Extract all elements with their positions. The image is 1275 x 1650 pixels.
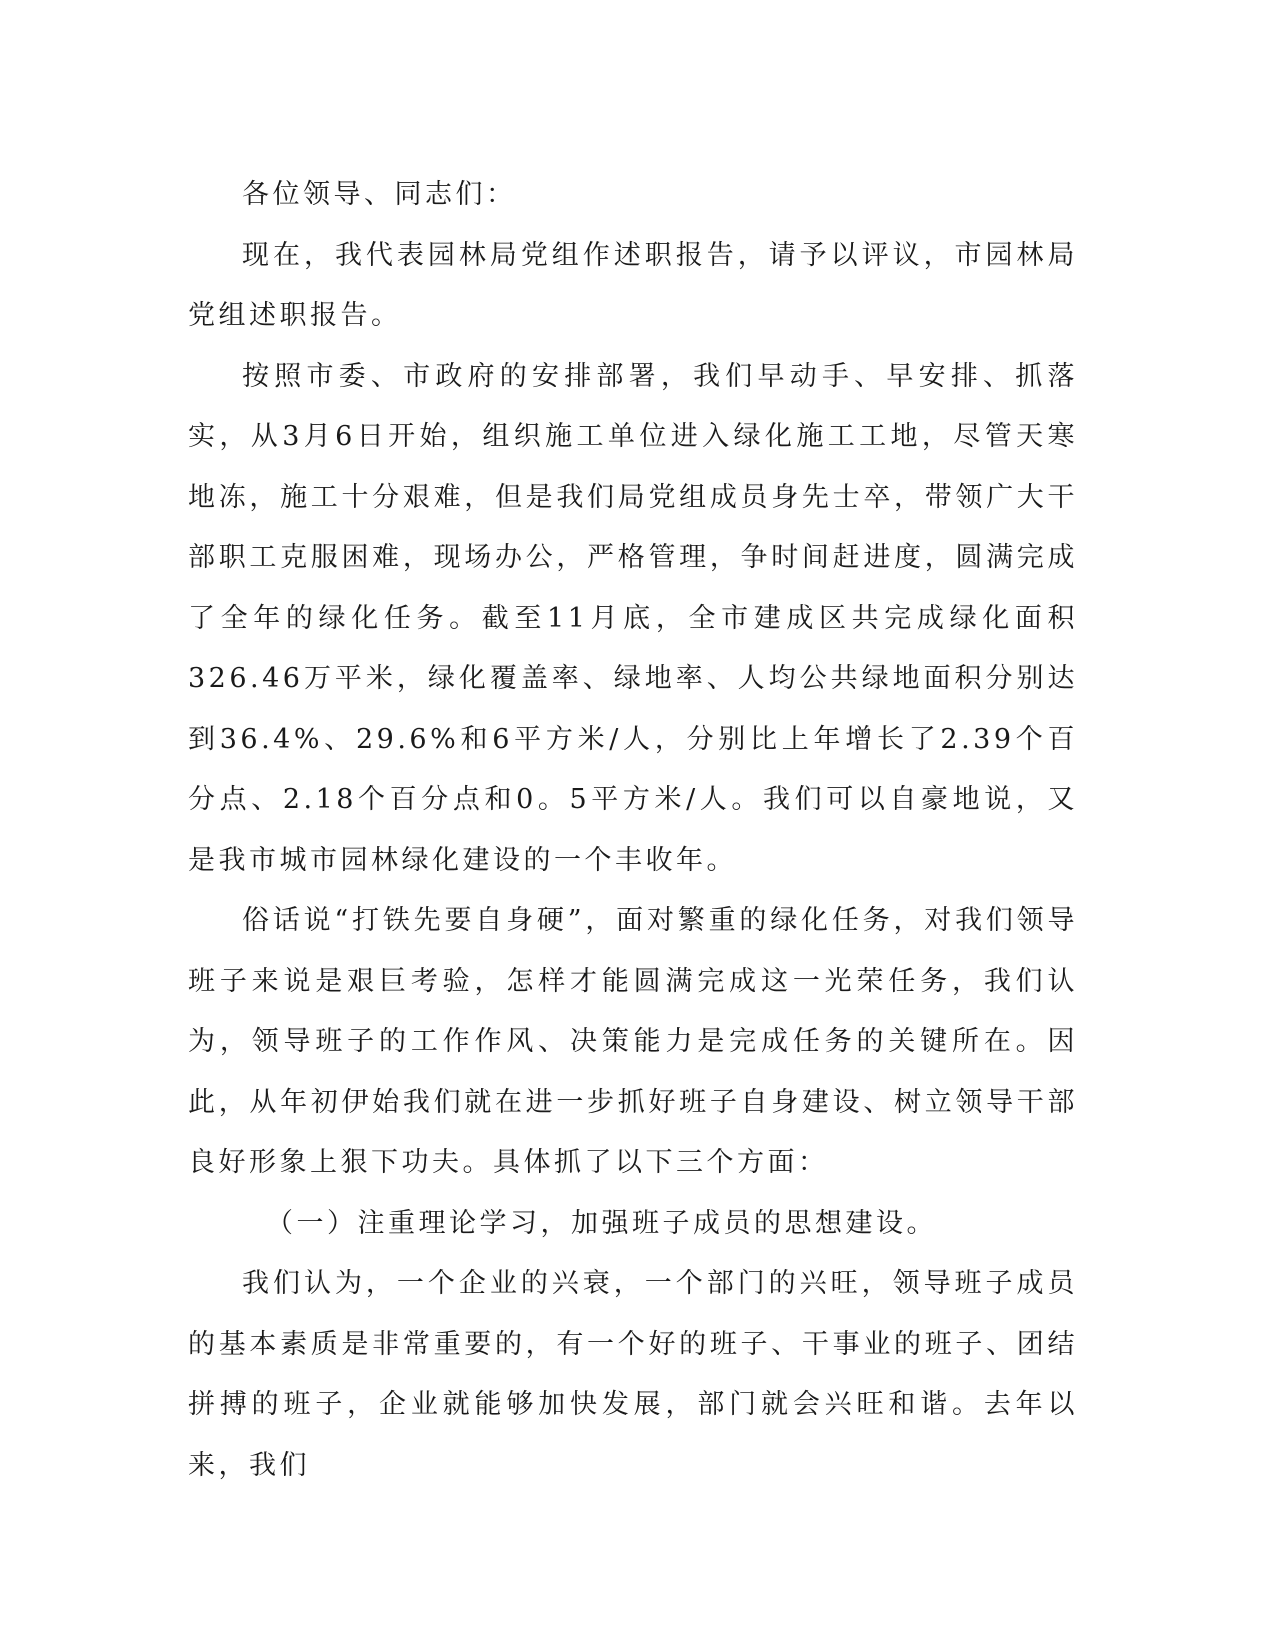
intro-paragraph: 现在，我代表园林局党组作述职报告，请予以评议，市园林局党组述职报告。 [188, 239, 1078, 331]
greeting-paragraph: 各位领导、同志们： [242, 179, 517, 210]
document-body [188, 165, 1078, 1496]
leadership-paragraph: 俗话说“打铁先要自身硬”，面对繁重的绿化任务，对我们领导班子来说是艰巨考验，怎样才能圆满完成这一光荣任务，我们认为，领导班子的工作作风、决策能力是完成任务的关键所在。因此，从年初伊始我们就在进一步抓好班子自身建设、树立领导干部良好形象上狠下功夫。具体抓了以下三个方面： [188, 905, 1078, 1178]
section-heading: （一）注重理论学习，加强班子成员的思想建设。 [266, 1207, 937, 1239]
achievements-paragraph: 按照市委、市政府的安排部署，我们早动手、早安排、抓落实，从3月6日开始，组织施工单位进入绿化施工工地，尽管天寒地冻，施工十分艰难，但是我们局党组成员身先士卒，带领广大干部职工克服困难，现场办公，严格管理，争时间赶进度，圆满完成了全年的绿化任务。截至11月底，全市建成区共完成绿化面积326.46万平米，绿化覆盖率、绿地率、人均公共绿地面积分别达到36.4%、29.6%和6平方米/人，分别比上年增长了2.39个百分点、2.18个百分点和0。5平方米/人。我们可以自豪地说，又是我市城市园林绿化建设的一个丰收年。 [188, 360, 1078, 876]
theory-paragraph: 我们认为，一个企业的兴衰，一个部门的兴旺，领导班子成员的基本素质是非常重要的，有一个好的班子、干事业的班子、团结拼搏的班子，企业就能够加快发展，部门就会兴旺和谐。去年以来，我们 [188, 1268, 1078, 1481]
